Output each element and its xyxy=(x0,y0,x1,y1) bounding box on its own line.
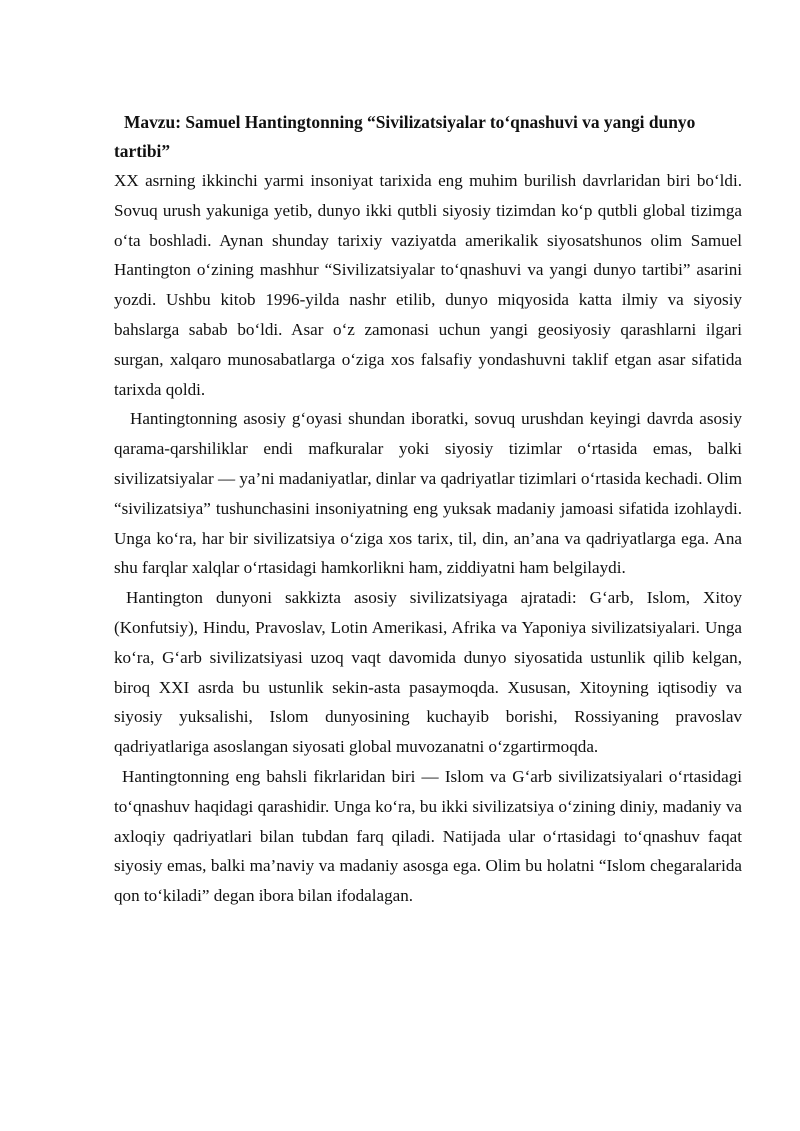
paragraph-4: Hantingtonning eng bahsli fikrlaridan biri — Islom va G‘arb sivilizatsiyalari o‘rtasidagi to‘qnashuv haqidagi qarashidir. Unga ko‘ra, bu ikki sivilizatsiya o‘zining diniy, madaniy va axloqiy qadriyatlari bilan tubdan farq qiladi. Natijada ular o‘rtasidagi to‘qnashuv faqat siyosiy emas, balki ma’naviy va madaniy asosga ega. Olim bu holatni “Islom chegaralarida qon to‘kiladi” degan ibora bilan ifodalagan. xyxy=(114,766,742,906)
document-page xyxy=(114,108,742,911)
document-title: Mavzu: Samuel Hantingtonning “Sivilizatsiyalar to‘qnashuvi va yangi dunyo tartibi” xyxy=(114,112,696,161)
paragraph-1: XX asrning ikkinchi yarmi insoniyat tarixida eng muhim burilish davrlaridan biri bo‘ldi. Sovuq urush yakuniga yetib, dunyo ikki qutbli siyosiy tizimdan ko‘p qutbli global tizimga o‘ta boshladi. Aynan shunday tarixiy vaziyatda amerikalik siyosatshunos olim Samuel Hantington o‘zining mashhur “Sivilizatsiyalar to‘qnashuvi va yangi dunyo tartibi” asarini yozdi. Ushbu kitob 1996-yilda nashr etilib, dunyo miqyosida katta ilmiy va siyosiy bahslarga sabab bo‘ldi. Asar o‘z zamonasi uchun yangi geosiyosiy qarashlarni ilgari surgan, xalqaro munosabatlarga o‘ziga xos falsafiy yondashuvni taklif etgan asar sifatida tarixda qoldi. xyxy=(114,171,742,399)
paragraph-2: Hantingtonning asosiy g‘oyasi shundan iboratki, sovuq urushdan keyingi davrda asosiy qarama-qarshiliklar endi mafkuralar yoki siyosiy tizimlar o‘rtasida emas, balki sivilizatsiyalar — ya’ni madaniyatlar, dinlar va qadriyatlar tizimlari o‘rtasida kechadi. Olim “sivilizatsiya” tushunchasini insoniyatning eng yuksak madaniy jamoasi sifatida izohlaydi. Unga ko‘ra, har bir sivilizatsiya o‘ziga xos tarix, til, din, an’ana va qadriyatlarga ega. Ana shu farqlar xalqlar o‘rtasidagi hamkorlikni ham, ziddiyatni ham belgilaydi. xyxy=(114,409,742,578)
paragraph-3: Hantington dunyoni sakkizta asosiy sivilizatsiyaga ajratadi: G‘arb, Islom, Xitoy (Konfutsiy), Hindu, Pravoslav, Lotin Amerikasi, Afrika va Yaponiya sivilizatsiyalari. Unga ko‘ra, G‘arb sivilizatsiyasi uzoq vaqt davomida dunyo siyosatida ustunlik qilib kelgan, biroq XXI asrda bu ustunlik sekin-asta pasaymoqda. Xususan, Xitoyning iqtisodiy va siyosiy yuksalishi, Islom dunyosining kuchayib borishi, Rossiyaning pravoslav qadriyatlariga asoslangan siyosati global muvozanatni o‘zgartirmoqda. xyxy=(114,588,742,757)
